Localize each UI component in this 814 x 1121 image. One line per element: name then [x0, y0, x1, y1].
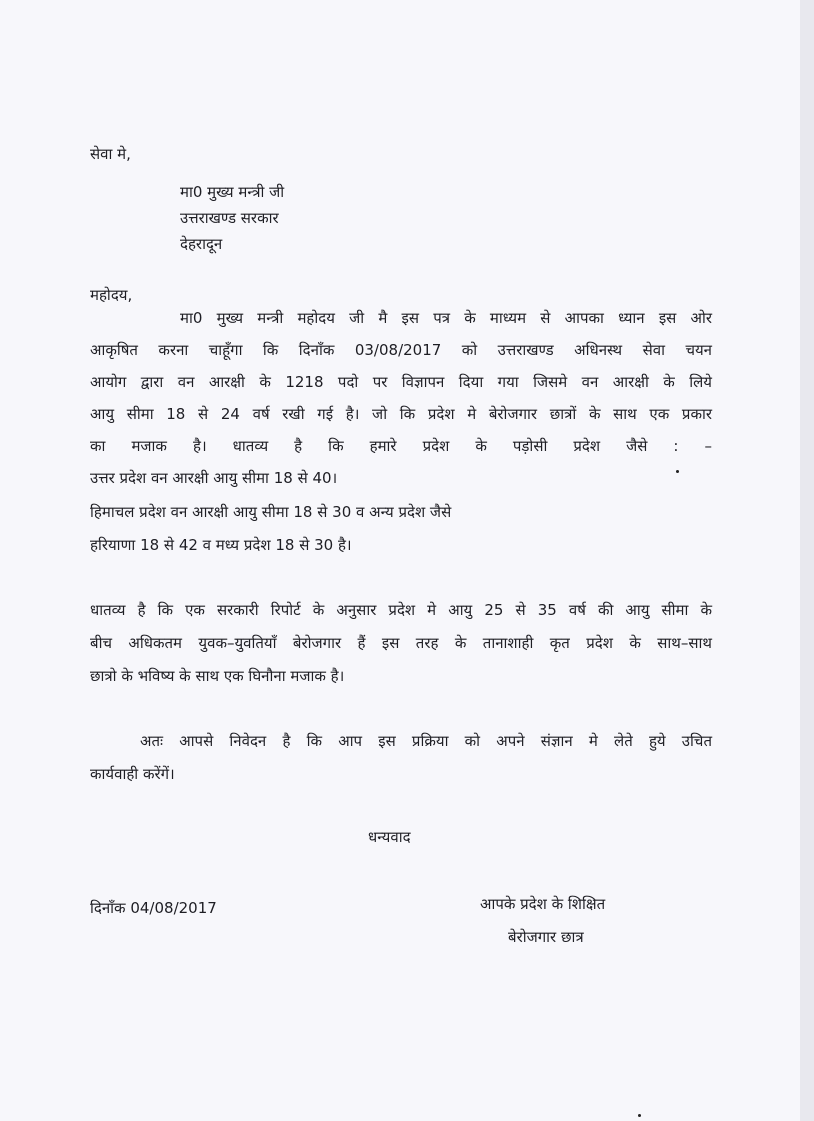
greeting: महोदय,	[90, 286, 133, 304]
ink-speck	[638, 1114, 641, 1117]
paragraph-1-line-5: का मजाक है। धातव्य है कि हमारे प्रदेश के पड़ोसी प्रदेश जैसे : –	[90, 437, 712, 455]
ink-speck	[676, 470, 679, 473]
paragraph-1-line-8: हरियाणा 18 से 42 व मध्य प्रदेश 18 से 30 है।	[90, 536, 352, 554]
paragraph-2-line-2: बीच अधिकतम युवक–युवतियाँ बेरोजगार हैं इस तरह के तानाशाही कृत प्रदेश के साथ–साथ	[90, 634, 712, 652]
recipient-line-3: देहरादून	[180, 235, 223, 253]
paragraph-2-line-1: धातव्य है कि एक सरकारी रिपोर्ट के अनुसार प्रदेश मे आयु 25 से 35 वर्ष की आयु सीमा के	[90, 601, 712, 619]
paragraph-3-line-1: अतः आपसे निवेदन है कि आप इस प्रक्रिया को अपने संज्ञान मे लेते हुये उचित	[140, 732, 712, 750]
paragraph-3-line-2: कार्यवाही करेंगें।	[90, 765, 175, 783]
recipient-line-1: मा0 मुख्य मन्त्री जी	[180, 183, 285, 201]
paragraph-1-line-6: उत्तर प्रदेश वन आरक्षी आयु सीमा 18 से 40।	[90, 469, 338, 487]
signature-line-1: आपके प्रदेश के शिक्षित	[480, 895, 606, 913]
signature-line-2: बेरोजगार छात्र	[508, 928, 584, 946]
letter-date: दिनाँक 04/08/2017	[90, 899, 217, 917]
thanks-text: धन्यवाद	[368, 828, 411, 846]
page-edge	[800, 0, 814, 1121]
paragraph-1-line-7: हिमाचल प्रदेश वन आरक्षी आयु सीमा 18 से 30 व अन्य प्रदेश जैसे	[90, 503, 452, 521]
salutation-to: सेवा मे,	[90, 145, 131, 163]
paragraph-1-line-1: मा0 मुख्य मन्त्री महोदय जी मै इस पत्र के माध्यम से आपका ध्यान इस ओर	[180, 309, 712, 327]
paragraph-2-line-3: छात्रो के भविष्य के साथ एक घिनौना मजाक है।	[90, 667, 345, 685]
paragraph-1-line-3: आयोग द्वारा वन आरक्षी के 1218 पदो पर विज्ञापन दिया गया जिसमे वन आरक्षी के लिये	[90, 373, 712, 391]
recipient-line-2: उत्तराखण्ड सरकार	[180, 209, 279, 227]
paragraph-1-line-2: आकृषित करना चाहूँगा कि दिनाँक 03/08/2017 को उत्तराखण्ड अधिनस्थ सेवा चयन	[90, 341, 712, 359]
paragraph-1-line-4: आयु सीमा 18 से 24 वर्ष रखी गई है। जो कि प्रदेश मे बेरोजगार छात्रों के साथ एक प्रकार	[90, 405, 712, 423]
